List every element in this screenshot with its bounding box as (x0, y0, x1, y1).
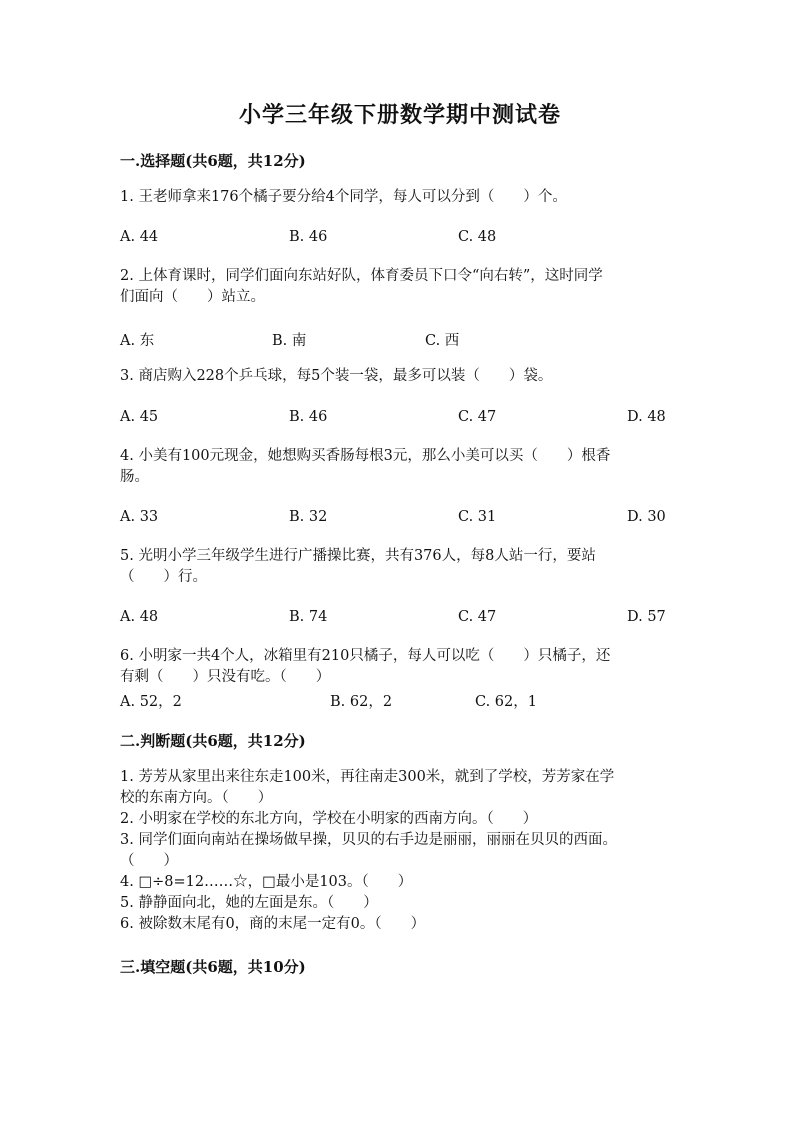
option-b: B. 32 (289, 509, 328, 525)
judge-line: 5. 静静面向北，她的左面是东。（ ） (120, 895, 378, 911)
option-c: C. 48 (458, 229, 497, 245)
option-a: A. 45 (120, 409, 159, 425)
option-c: C. 31 (458, 509, 497, 525)
option-d: D. 57 (627, 609, 666, 625)
section-heading-judge: 二.判断题(共6题，共12分) (120, 732, 306, 750)
question-text-cont: 们面向（ ）站立。 (120, 289, 265, 305)
option-a: A. 33 (120, 509, 159, 525)
option-a: A. 48 (120, 609, 159, 625)
option-b: B. 62，2 (330, 694, 393, 710)
option-b: B. 南 (272, 333, 307, 349)
question-text-cont: 肠。 (120, 469, 149, 485)
judge-line: 6. 被除数末尾有0，商的末尾一定有0。（ ） (120, 916, 426, 932)
judge-line: 4. □÷8=12……☆，□最小是103。（ ） (120, 874, 413, 890)
judge-line: （ ） (120, 853, 178, 869)
option-a: A. 44 (120, 229, 159, 245)
option-c: C. 西 (425, 333, 460, 349)
option-d: D. 48 (627, 409, 666, 425)
option-b: B. 74 (289, 609, 328, 625)
question-text: 1. 王老师拿来176个橘子要分给4个同学，每人可以分到（ ）个。 (120, 189, 567, 205)
judge-line: 2. 小明家在学校的东北方向，学校在小明家的西南方向。（ ） (120, 811, 538, 827)
question-text: 6. 小明家一共4个人，冰箱里有210只橘子，每人可以吃（ ）只橘子，还 (120, 648, 611, 664)
question-text-cont: 有剩（ ）只没有吃。（ ） (120, 669, 331, 685)
question-text: 5. 光明小学三年级学生进行广播操比赛，共有376人，每8人站一行，要站 (120, 548, 596, 564)
option-a: A. 52，2 (120, 694, 182, 710)
option-c: C. 47 (458, 609, 497, 625)
question-text: 3. 商店购入228个乒乓球，每5个装一袋，最多可以装（ ）袋。 (120, 368, 553, 384)
option-d: D. 30 (627, 509, 666, 525)
option-b: B. 46 (289, 229, 328, 245)
option-c: C. 47 (458, 409, 497, 425)
section-heading-choice: 一.选择题(共6题，共12分) (120, 152, 306, 170)
question-text: 2. 上体育课时，同学们面向东站好队，体育委员下口令“向右转”，这时同学 (120, 268, 603, 284)
question-text-cont: （ ）行。 (120, 569, 207, 585)
option-b: B. 46 (289, 409, 328, 425)
judge-line: 3. 同学们面向南站在操场做早操，贝贝的右手边是丽丽，丽丽在贝贝的西面。 (120, 832, 617, 848)
section-heading-fill: 三.填空题(共6题，共10分) (120, 958, 306, 976)
page-title: 小学三年级下册数学期中测试卷 (238, 102, 561, 128)
option-a: A. 东 (120, 333, 155, 349)
option-c: C. 62，1 (475, 694, 537, 710)
question-text: 4. 小美有100元现金，她想购买香肠每根3元，那么小美可以买（ ）根香 (120, 448, 611, 464)
judge-line: 1. 芳芳从家里出来往东走100米，再往南走300米，就到了学校，芳芳家在学 (120, 769, 615, 785)
judge-line: 校的东南方向。（ ） (120, 790, 273, 806)
